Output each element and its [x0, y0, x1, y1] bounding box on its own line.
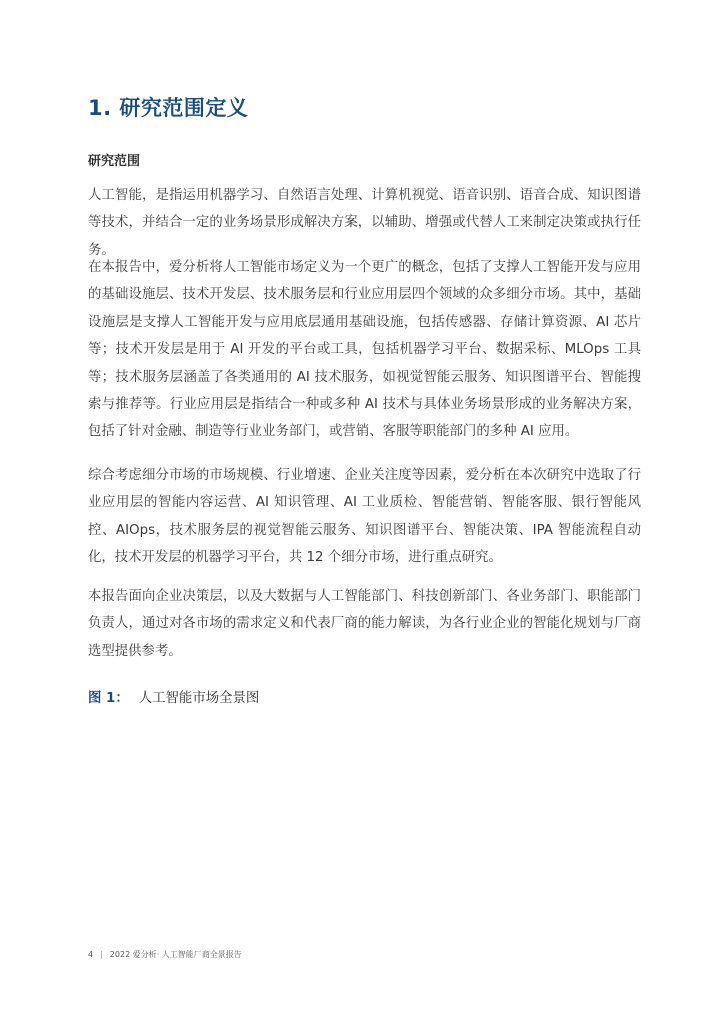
paragraph-market-scope: 在本报告中，爱分析将人工智能市场定义为一个更广的概念，包括了支撑人工智能开发与应用的基础设施层、技术开发层、技术服务层和行业应用层四个领域的众多细分市场。其中，基础设施层是支撑人工智能开发与应用底层通用基础设施，包括传感器、存储计算资源、AI 芯片等；技术开发层是用于 AI 开发的平台或工具，包括机器学习平台、数据采标、MLOps 工具等；技术服务层涵盖了各类通用的 AI 技术服务，如视觉智能云服务、知识图谱平台、智能搜索与推荐等。行业应用层是指结合一种或多种 AI 技术与具体业务场景形成的业务解决方案，包括了针对金融、制造等行业业务部门，或营销、客服等职能部门的多种 AI 应用。 [88, 260, 641, 440]
footer-text: 2022 爱分析· 人工智能厂商全景报告 [109, 950, 242, 959]
paragraph-selected-markets: 综合考虑细分市场的市场规模、行业增速、企业关注度等因素，爱分析在本次研究中选取了行业应用层的智能内容运营、AI 知识管理、AI 工业质检、智能营销、智能客服、银行智能风控、AIOps，技术服务层的视觉智能云服务、知识图谱平台、智能决策、IPA 智能流程自动化，技术开发层的机器学习平台，共 12 个细分市场，进行重点研究。 [88, 468, 641, 566]
section-title: 1. 研究范围定义 [88, 96, 249, 120]
figure-title: 人工智能市场全景图 [138, 691, 260, 706]
figure-caption [88, 687, 259, 706]
footer-separator: | [100, 950, 103, 959]
section-subheading: 研究范围 [88, 154, 141, 169]
paragraph-audience: 本报告面向企业决策层，以及大数据与人工智能部门、科技创新部门、各业务部门、职能部门负责人，通过对各市场的需求定义和代表厂商的能力解读，为各行业企业的智能化规划与厂商选型提供参考。 [88, 589, 641, 659]
page-number: 4 [88, 950, 94, 959]
figure-label: 图 1： [88, 691, 129, 706]
paragraph-definition: 人工智能，是指运用机器学习、自然语言处理、计算机视觉、语音识别、语音合成、知识图谱等技术，并结合一定的业务场景形成解决方案，以辅助、增强或代替人工来制定决策或执行任务。 [88, 188, 641, 258]
page-footer [88, 949, 242, 960]
